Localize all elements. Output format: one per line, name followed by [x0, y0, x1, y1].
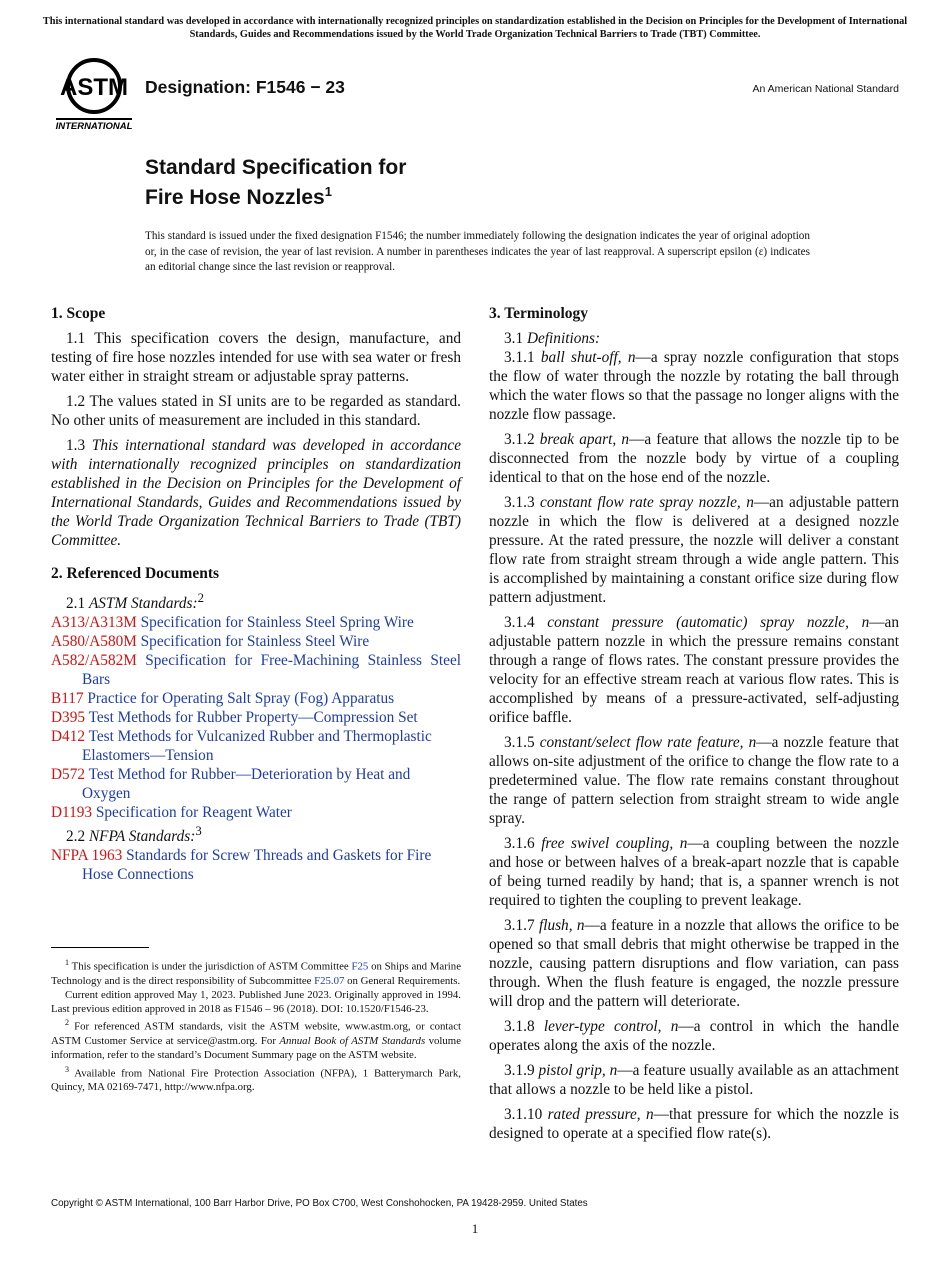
tbt-banner: This international standard was developed in accordance with internationally recognized principles on standardization established in the Decision on Principles for the Development of International Standards, Guides and Recommendations issued by the World Trade Organization Technical Barriers to Trade (TBT) Committee.: [42, 16, 908, 40]
footnote-2: $^2$ For referenced ASTM standards, visit the ASTM website, www.astm.org, or contact ASTM Customer Service at service@astm.org. For Annual Book of ASTM Standards volume information, refer to the standard’s Document Summary page on the ASTM website.: [51, 1018, 461, 1062]
designation: Designation: F1546 − 23: [145, 77, 345, 97]
page-title: [145, 156, 406, 210]
subcommittee-link[interactable]: F25.07: [314, 974, 345, 987]
definition-term: constant flow rate spray nozzle, n: [540, 494, 754, 511]
reference-code[interactable]: D412: [51, 728, 85, 746]
reference-title[interactable]: Test Methods for Rubber Property—Compression Set: [88, 709, 418, 727]
reference-item[interactable]: [51, 613, 461, 632]
american-national-standard: An American National Standard: [752, 83, 899, 95]
reference-item[interactable]: [51, 846, 461, 884]
left-column: [51, 304, 461, 884]
reference-code[interactable]: D1193: [51, 804, 93, 822]
reference-code[interactable]: A580/A580M: [51, 633, 137, 651]
astm-reference-list: [51, 613, 461, 822]
definition-term: constant/select flow rate feature, n: [539, 734, 757, 751]
title-line-1: Standard Specification for: [145, 156, 407, 179]
reference-item[interactable]: [51, 689, 461, 708]
astm-standards-label: 2.1 ASTM Standards:$^2$: [66, 591, 204, 613]
title-footnote-ref: 1: [324, 184, 332, 199]
reference-item[interactable]: [51, 632, 461, 651]
reference-item[interactable]: [51, 727, 461, 765]
reference-code[interactable]: NFPA 1963: [51, 847, 123, 865]
definition-term: break apart, n: [539, 431, 630, 448]
definition-item: 3.1.7 flush, n—a feature in a nozzle that allows the orifice to be opened so that small debris that might otherwise be trapped in the nozzle, causing pattern disruptions and flow variation, can pass through. When the flush feature is engaged, the nozzle pressure will drop and the pattern will deteriorate.: [489, 917, 900, 1010]
section-1-3-number: 1.3: [66, 437, 92, 454]
reference-title[interactable]: Specification for Stainless Steel Wire: [140, 633, 370, 651]
reference-title[interactable]: Specification for Stainless Steel Spring Wire: [140, 614, 414, 632]
definition-item: 3.1.6 free swivel coupling, n—a coupling between the nozzle and hose or between halves of a break-apart nozzle that is capable of being turned readily by hand; that is, a spanner wrench is not required to tighten the coupling to prevent leakage.: [489, 835, 899, 909]
reference-item[interactable]: [51, 651, 461, 689]
reference-code[interactable]: D395: [51, 709, 85, 727]
reference-title[interactable]: Test Method for Rubber—Deterioration by Heat and Oxygen: [82, 766, 411, 803]
reference-title[interactable]: Specification for Reagent Water: [95, 804, 292, 822]
reference-item[interactable]: [51, 708, 461, 727]
definition-term: ball shut-off, n: [540, 349, 636, 366]
logo-mark: ASTM: [60, 74, 128, 101]
footnotes: [51, 947, 461, 1095]
definition-item: 3.1.9 pistol grip, n—a feature usually available as an attachment that allows a nozzle to be held like a pistol.: [489, 1062, 899, 1098]
footnote-divider: [51, 947, 149, 948]
nfpa-standards-label: 2.2 NFPA Standards:$^3$: [66, 824, 202, 846]
reference-item[interactable]: [51, 803, 461, 822]
definition-item: 3.1.5 constant/select flow rate feature, n—a nozzle feature that allows on-site adjustment of the orifice to change the flow rate to a predetermined value. The flow rate remains constant throughout the range of pattern selection from straight stream to wide angle spray.: [489, 734, 899, 827]
section-1-2: 1.2 The values stated in SI units are to be regarded as standard. No other units of measurement are included in this standard.: [51, 393, 461, 429]
section-3-heading: 3. Terminology: [489, 305, 589, 322]
definition-item: 3.1.2 break apart, n—a feature that allows the nozzle tip to be disconnected from the nozzle body by virtue of a coupling identical to that on the hose end of the nozzle.: [489, 431, 899, 486]
reference-item[interactable]: [51, 765, 461, 803]
definition-term: lever-type control, n: [543, 1018, 679, 1035]
footnote-3: $^3$ Available from National Fire Protection Association (NFPA), 1 Batterymarch Park, Quincy, MA 02169-7471, http://www.nfpa.org.: [51, 1064, 461, 1094]
footnote-edition: Current edition approved May 1, 2023. Published June 2023. Originally approved in 1994. Last previous edition approved in 2018 as F1546 – 96 (2018). DOI: 10.1520/F1546-23.: [51, 989, 461, 1016]
reference-code[interactable]: B117: [51, 690, 84, 708]
definition-item: 3.1.4 constant pressure (automatic) spray nozzle, n—an adjustable pattern nozzle in which the pressure remains constant through a range of flows rates. The constant pressure provides the velocity for an effective stream reach at various flow rates. This is accomplished by means of a pressure-activated, self-adjusting orifice baffle.: [489, 614, 899, 726]
reference-code[interactable]: A582/A582M: [51, 652, 137, 670]
definition-term: rated pressure, n: [547, 1106, 654, 1123]
copyright-notice: Copyright © ASTM International, 100 Barr Harbor Drive, PO Box C700, West Conshohocken, PA 19428-2959. United States: [51, 1198, 588, 1209]
section-1-1: 1.1 This specification covers the design, manufacture, and testing of fire hose nozzles intended for use with sea water or fresh water either in straight stream or adjustable spray patterns.: [51, 330, 461, 385]
title-line-2: Fire Hose Nozzles: [145, 186, 325, 209]
logo-international: INTERNATIONAL: [55, 121, 133, 132]
section-1-3-text: This international standard was developed in accordance with internationally recognized principles on standardization established in the Decision on Principles for the Development of International Standards, Guides and Recommendations issued by the World Trade Organization Technical Barriers to Trade (TBT) Committee.: [51, 437, 461, 549]
definition-item: 3.1.10 rated pressure, n—that pressure for which the nozzle is designed to operate at a specified flow rate(s).: [489, 1106, 899, 1142]
definition-item: 3.1.8 lever-type control, n—a control in which the handle operates along the axis of the nozzle.: [489, 1018, 900, 1054]
definition-term: flush, n: [538, 917, 585, 934]
right-column: [489, 304, 899, 1149]
definition-term: constant pressure (automatic) spray nozzle, n: [547, 614, 870, 631]
committee-link[interactable]: F25: [351, 960, 369, 973]
footnote-1: $^1$ This specification is under the jurisdiction of ASTM Committee F25 on Ships and Marine Technology and is the direct responsibility of Subcommittee F25.07 on General Requirements.: [51, 958, 461, 987]
reference-title[interactable]: Test Methods for Vulcanized Rubber and Thermoplastic Elastomers—Tension: [82, 728, 432, 765]
reference-title[interactable]: Specification for Free-Machining Stainless Steel Bars: [82, 652, 461, 689]
definitions-label: 3.1 Definitions:: [504, 330, 601, 347]
reference-code[interactable]: D572: [51, 766, 85, 784]
definition-term: free swivel coupling, n: [541, 835, 688, 852]
reference-title[interactable]: Standards for Screw Threads and Gaskets for Fire Hose Connections: [82, 847, 432, 884]
reference-code[interactable]: A313/A313M: [51, 614, 137, 632]
page-number: 1: [471, 1221, 479, 1236]
definition-item: 3.1.1 ball shut-off, n—a spray nozzle configuration that stops the flow of water through the nozzle by rotating the ball through which the water flows so that the passage no longer aligns with the nozzle flow passage.: [489, 349, 899, 423]
reference-title[interactable]: Practice for Operating Salt Spray (Fog) Apparatus: [87, 690, 395, 708]
section-1-3: [51, 436, 461, 550]
section-1-heading: 1. Scope: [51, 305, 106, 322]
section-2-heading: 2. Referenced Documents: [51, 565, 220, 582]
issued-note: This standard is issued under the fixed designation F1546; the number immediately following the designation indicates the year of original adoption or, in the case of revision, the year of last revision. A number in parentheses indicates the year of last reapproval. A superscript epsilon (ε) indicates an editorial change since the last revision or reapproval.: [145, 230, 810, 273]
astm-logo: [52, 54, 136, 132]
definition-item: 3.1.3 constant flow rate spray nozzle, n—an adjustable pattern nozzle in which the flow is delivered at a designed nozzle pressure. At the rated pressure, the nozzle will deliver a constant flow rate from straight stream through a wide angle pattern. This is accomplished by maintaining a constant orifice size during flow pattern adjustment.: [489, 494, 899, 606]
definition-term: pistol grip, n: [538, 1062, 618, 1079]
